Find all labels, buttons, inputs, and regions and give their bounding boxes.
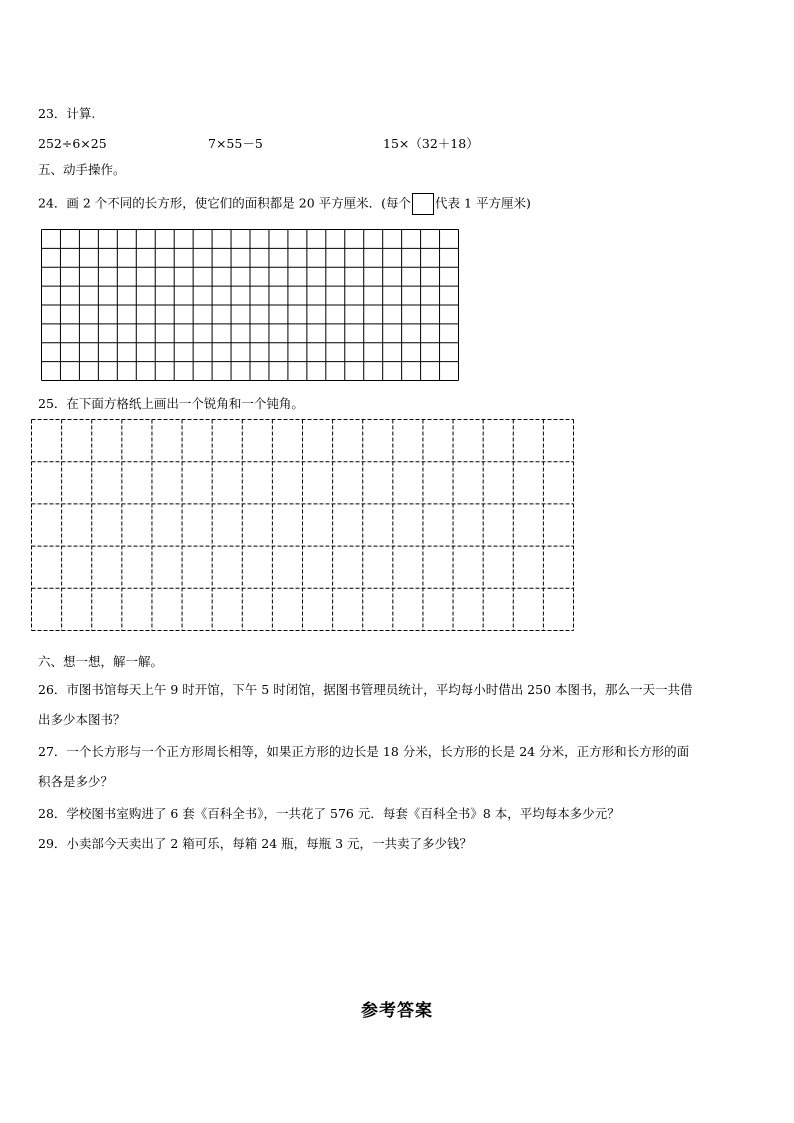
section-6-heading: 六、想一想，解一解。	[38, 654, 164, 669]
q26-line-2: 出多少本图书？	[38, 712, 126, 727]
q25-dashed-grid[interactable]	[31, 419, 574, 631]
q27-line-1: 27．一个长方形与一个正方形周长相等，如果正方形的边长是 18 分米，长方形的长是 24 分米，正方形和长方形的面	[38, 744, 690, 759]
q24-text-after: 代表 1 平方厘米)	[435, 195, 531, 211]
q24-square-grid[interactable]	[41, 229, 459, 381]
q23-expression-1: 252÷6×25	[38, 136, 107, 151]
q24-text	[38, 193, 531, 215]
q29-text: 29．小卖部今天卖出了 2 箱可乐，每箱 24 瓶，每瓶 3 元，一共卖了多少钱？	[38, 836, 473, 851]
q25-text: 25．在下面方格纸上画出一个锐角和一个钝角。	[38, 396, 304, 411]
q26-line-1: 26．市图书馆每天上午 9 时开馆，下午 5 时闭馆，据图书管理员统计，平均每小时借出 250 本图书，那么一天一共借	[38, 682, 693, 697]
q24-text-before: 24．画 2 个不同的长方形，使它们的面积都是 20 平方厘米．(每个	[38, 195, 412, 211]
unit-square-icon	[412, 193, 434, 215]
q27-line-2: 积各是多少？	[38, 774, 114, 789]
q23-expression-3: 15×（32＋18）	[383, 136, 479, 151]
q23-expression-2: 7×55－5	[208, 136, 263, 151]
answer-section-title: 参考答案	[361, 1001, 433, 1021]
q28-text: 28．学校图书室购进了 6 套《百科全书》，一共花了 576 元．每套《百科全书》8 本，平均每本多少元？	[38, 806, 620, 821]
q23-title: 23．计算.	[38, 106, 96, 121]
section-5-heading: 五、动手操作。	[38, 162, 126, 177]
